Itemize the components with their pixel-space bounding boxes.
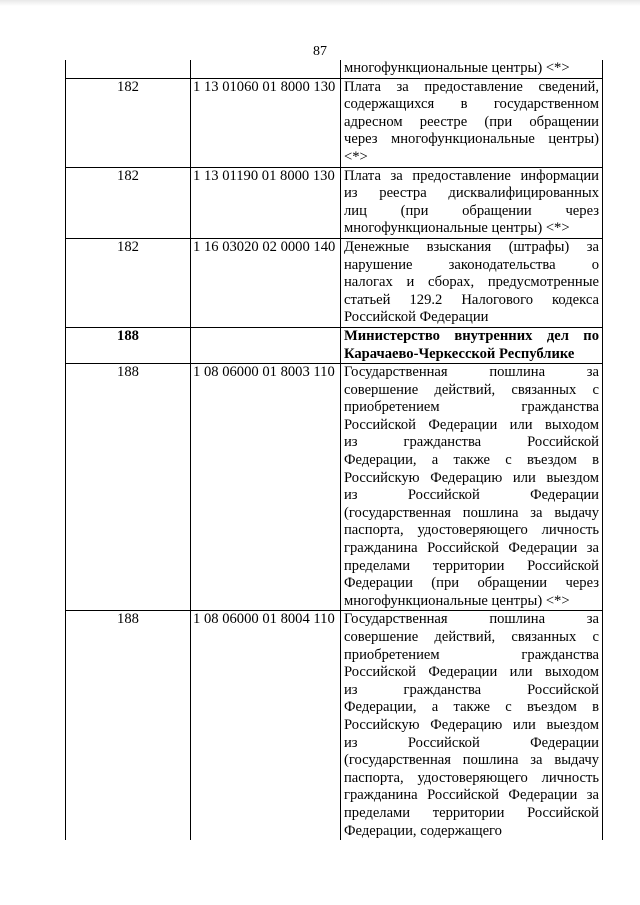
admin-code-cell: 182 bbox=[66, 238, 191, 327]
admin-code-cell bbox=[66, 60, 191, 78]
revenue-name-line: налогах и сборах, предусмотренные bbox=[344, 274, 599, 291]
revenue-name-line: нарушение законодательства о bbox=[344, 256, 599, 273]
page-number: 87 bbox=[313, 44, 327, 59]
revenue-name-line: из гражданства Российской bbox=[344, 434, 599, 451]
revenue-name-line: Российской Федерации или выходом bbox=[344, 416, 599, 433]
budget-code-cell: 1 16 03020 02 0000 140 bbox=[191, 238, 341, 327]
table-row bbox=[66, 60, 603, 78]
admin-code-cell: 188 bbox=[66, 327, 191, 363]
revenue-name-line: приобретением гражданства bbox=[344, 646, 599, 663]
revenue-name-cell bbox=[341, 611, 603, 840]
revenue-name-line: содержащихся в государственном bbox=[344, 96, 599, 113]
budget-code-cell: 1 08 06000 01 8003 110 bbox=[191, 364, 341, 611]
revenue-name-cell bbox=[341, 238, 603, 327]
table-row bbox=[66, 238, 603, 327]
revenue-name-line: совершение действий, связанных с bbox=[344, 629, 599, 645]
revenue-name-line: Российскую Федерацию или выездом bbox=[344, 716, 599, 733]
revenue-name-line: Федерации, содержащего bbox=[344, 822, 502, 839]
revenue-name-line: многофункциональные центры) <*> bbox=[344, 60, 570, 76]
scan-edge bbox=[0, 0, 640, 6]
revenue-name-line: гражданина Российской Федерации за bbox=[344, 787, 599, 804]
revenue-name-line: Российской Федерации или выходом bbox=[344, 664, 599, 681]
table-row bbox=[66, 364, 603, 611]
revenue-codes-table bbox=[65, 60, 603, 840]
revenue-name-line: (государственная пошлина за выдачу bbox=[344, 752, 599, 769]
admin-code-cell: 188 bbox=[66, 364, 191, 611]
revenue-name-line: Российской Федерации bbox=[344, 309, 489, 326]
revenue-name-line: через многофункциональные центры) bbox=[344, 131, 599, 148]
budget-code-cell bbox=[191, 60, 341, 78]
revenue-name-cell bbox=[341, 167, 603, 238]
revenue-name-line: Плата за предоставление информации bbox=[344, 167, 599, 184]
revenue-name-line: из реестра дисквалифицированных bbox=[344, 185, 599, 202]
revenue-name-line: гражданина Российской Федерации за bbox=[344, 540, 599, 557]
revenue-name-line: Министерство внутренних дел по bbox=[344, 327, 599, 344]
revenue-name-cell bbox=[341, 364, 603, 611]
admin-code-cell: 182 bbox=[66, 167, 191, 238]
revenue-name-line: пределами территории Российской bbox=[344, 557, 599, 574]
table-row bbox=[66, 78, 603, 167]
admin-code-cell: 188 bbox=[66, 611, 191, 840]
revenue-name-line: из гражданства Российской bbox=[344, 681, 599, 698]
revenue-name-line: Карачаево-Черкесской Республике bbox=[344, 345, 575, 362]
revenue-name-line: Федерации (при обращении через bbox=[344, 575, 599, 592]
revenue-name-line: Денежные взыскания (штрафы) за bbox=[344, 238, 599, 255]
revenue-name-cell bbox=[341, 327, 603, 363]
revenue-name-line: Плата за предоставление сведений, bbox=[344, 78, 599, 95]
revenue-name-line: паспорта, удостоверяющего личность bbox=[344, 769, 599, 786]
revenue-name-line: Государственная пошлина за bbox=[344, 364, 599, 381]
revenue-name-line: Российскую Федерацию или выездом bbox=[344, 469, 599, 486]
revenue-name-line: лиц (при обращении через bbox=[344, 202, 599, 219]
revenue-name-line: <*> bbox=[344, 148, 368, 165]
table-row bbox=[66, 167, 603, 238]
revenue-name-line: паспорта, удостоверяющего личность bbox=[344, 522, 599, 539]
revenue-name-line: совершение действий, связанных с bbox=[344, 381, 599, 398]
revenue-name-line: Государственная пошлина за bbox=[344, 611, 599, 628]
revenue-name-line: Федерации, а также с въездом в bbox=[344, 699, 599, 716]
budget-code-cell: 1 13 01190 01 8000 130 bbox=[191, 167, 341, 238]
revenue-name-line: многофункциональные центры) <*> bbox=[344, 220, 570, 237]
budget-code-cell bbox=[191, 327, 341, 363]
table-row bbox=[66, 327, 603, 363]
revenue-name-line: многофункциональные центры) <*> bbox=[344, 592, 570, 609]
revenue-name-line: (государственная пошлина за выдачу bbox=[344, 504, 599, 521]
revenue-name-cell bbox=[341, 60, 603, 78]
admin-code-cell: 182 bbox=[66, 78, 191, 167]
table-row bbox=[66, 611, 603, 840]
revenue-name-line: пределами территории Российской bbox=[344, 804, 599, 821]
revenue-name-cell bbox=[341, 78, 603, 167]
revenue-name-line: статьей 129.2 Налогового кодекса bbox=[344, 291, 599, 308]
revenue-name-line: из Российской Федерации bbox=[344, 487, 599, 504]
table-body bbox=[66, 60, 603, 840]
revenue-name-line: Федерации, а также с въездом в bbox=[344, 452, 599, 469]
budget-code-cell: 1 13 01060 01 8000 130 bbox=[191, 78, 341, 167]
revenue-name-line: адресном реестре (при обращении bbox=[344, 113, 599, 130]
revenue-name-line: приобретением гражданства bbox=[344, 399, 599, 416]
budget-code-cell: 1 08 06000 01 8004 110 bbox=[191, 611, 341, 840]
revenue-name-line: из Российской Федерации bbox=[344, 734, 599, 751]
